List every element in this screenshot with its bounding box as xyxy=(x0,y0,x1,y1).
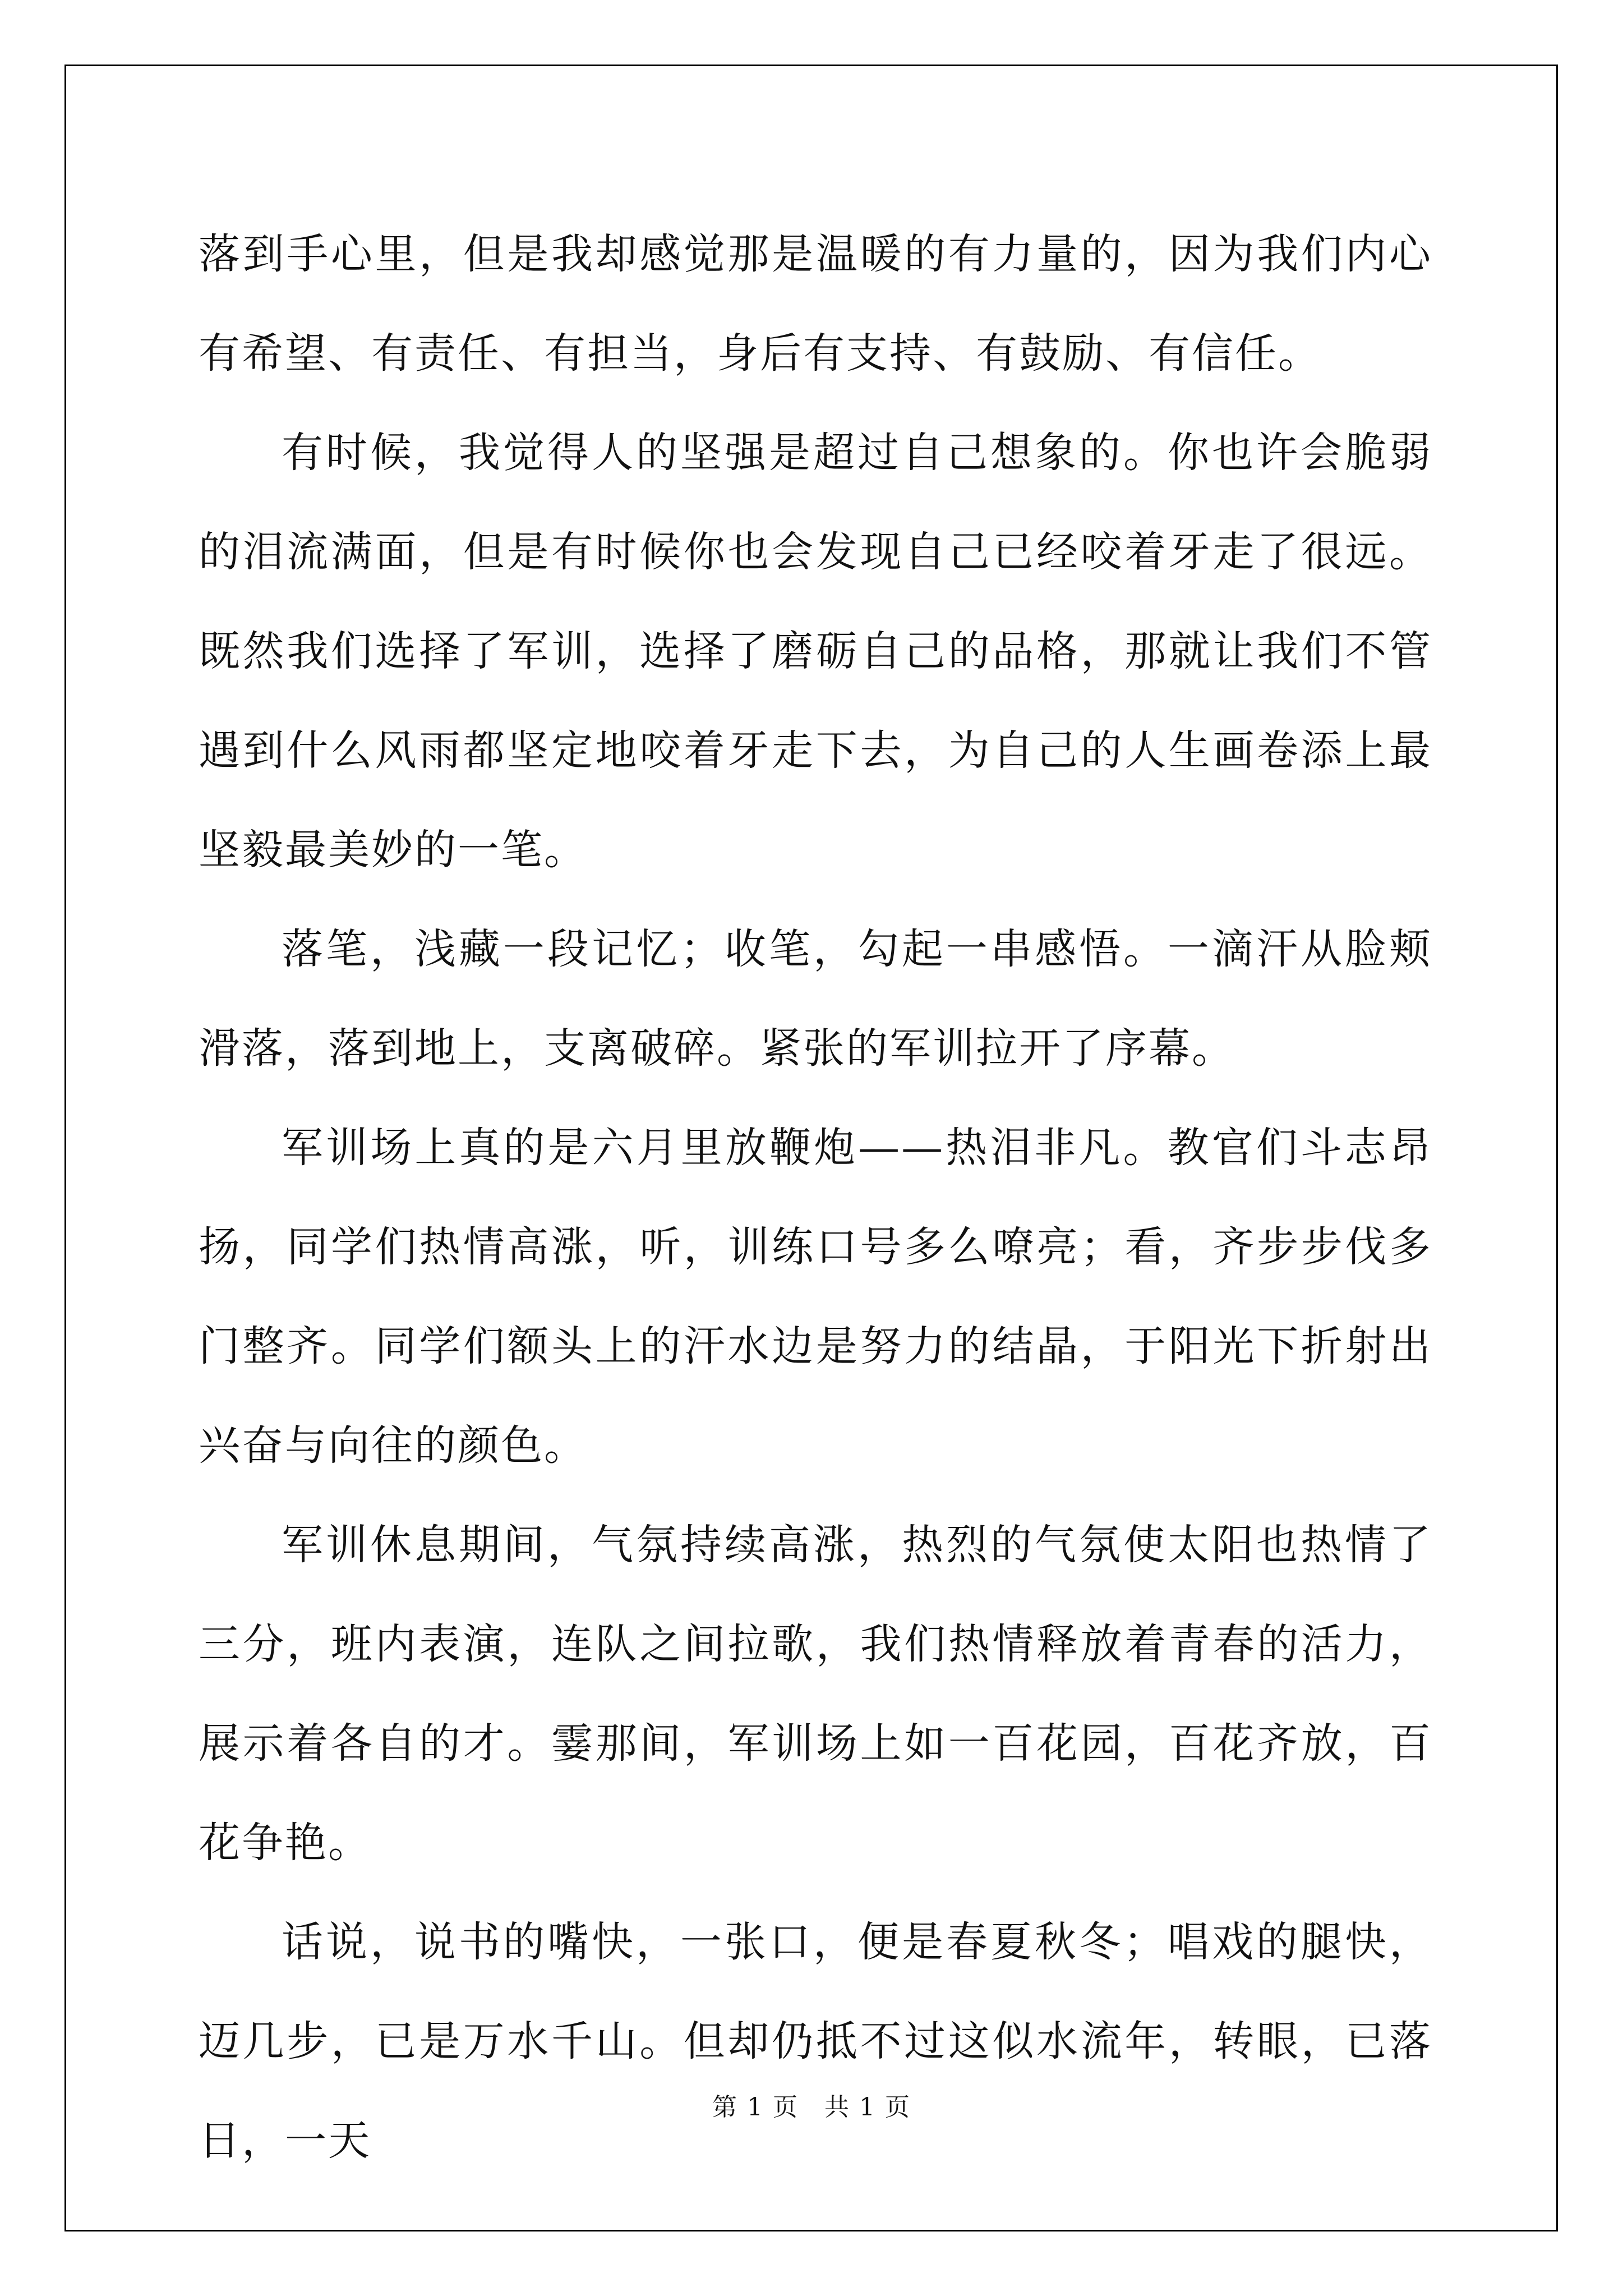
paragraph: 军训场上真的是六月里放鞭炮——热泪非凡。教官们斗志昂扬，同学们热情高涨，听，训练口号多么嘹亮；看，齐步步伐多门整齐。同学们额头上的汗水边是努力的结晶，于阳光下折射出兴奋与向往的颜色。 xyxy=(199,1124,1432,1470)
paragraph: 落笔，浅藏一段记忆；收笔，勾起一串感悟。一滴汗从脸颊滑落，落到地上，支离破碎。紧张的军训拉开了序幕。 xyxy=(199,925,1432,1073)
document-body xyxy=(199,205,1432,2191)
paragraph: 军训休息期间，气氛持续高涨，热烈的气氛使太阳也热情了三分，班内表演，连队之间拉歌，我们热情释放着青春的活力，展示着各自的才。霎那间，军训场上如一百花园，百花齐放，百花争艳。 xyxy=(199,1521,1432,1867)
page-number-footer: 第 1 页 共 1 页 xyxy=(712,2093,911,2122)
paragraph: 落到手心里，但是我却感觉那是温暖的有力量的，因为我们内心有希望、有责任、有担当，身后有支持、有鼓励、有信任。 xyxy=(199,230,1432,378)
paragraph: 话说，说书的嘴快，一张口，便是春夏秋冬；唱戏的腿快，迈几步，已是万水千山。但却仍抵不过这似水流年，转眼，已落日，一天 xyxy=(199,1918,1432,2165)
paragraph: 有时候，我觉得人的坚强是超过自己想象的。你也许会脆弱的泪流满面，但是有时候你也会发现自己已经咬着牙走了很远。既然我们选择了军训，选择了磨砺自己的品格，那就让我们不管遇到什么风雨都坚定地咬着牙走下去，为自己的人生画卷添上最坚毅最美妙的一笔。 xyxy=(199,429,1432,874)
